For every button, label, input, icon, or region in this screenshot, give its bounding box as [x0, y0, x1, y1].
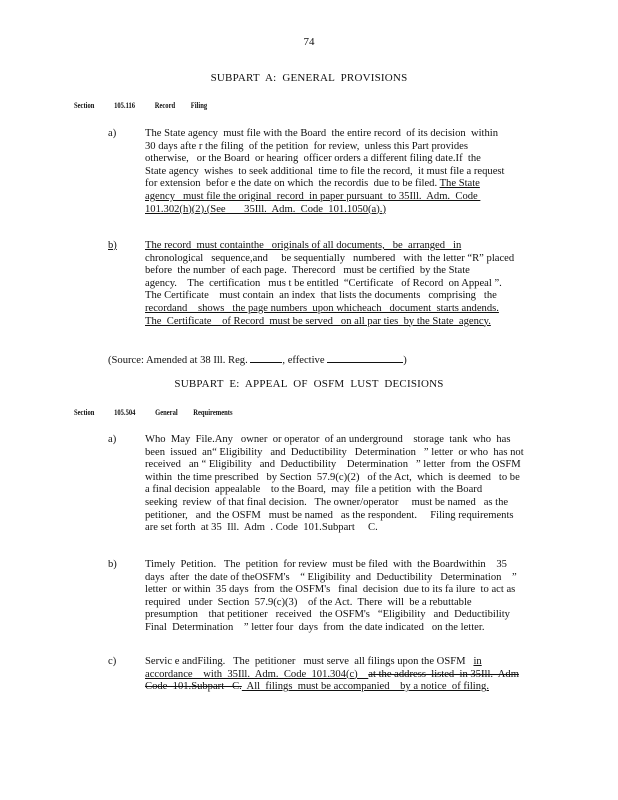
item-label: b): [108, 240, 117, 251]
paragraph-line: [145, 559, 548, 572]
paragraph-line: [145, 434, 548, 447]
underlined-text: 101.302(h)(2).(See 35Ill. Adm. Code 101.1050(a).): [145, 203, 386, 215]
item-body: [145, 240, 548, 328]
text-run: Servic e andFiling. The petitioner must serve all filings upon the OSFM: [145, 656, 474, 667]
paragraph-line: [145, 622, 548, 635]
paragraph-line: [145, 290, 548, 303]
section-title-word-2: Requirements: [193, 408, 233, 417]
paragraph-line: [145, 459, 548, 472]
item-body: [145, 434, 548, 535]
text-run: The State agency must file with the Board the entire record of its decision within: [145, 128, 499, 139]
item-a-who-may-file: [108, 434, 548, 535]
source-prefix: (Source: Amended at 38 Ill. Reg.: [108, 355, 248, 366]
underlined-text: recordand shows the page numbers upon whicheach document starts andends.: [145, 302, 499, 314]
paragraph-line: [145, 656, 548, 669]
section-title-word-2: Filing: [190, 101, 208, 110]
paragraph-line: [145, 584, 548, 597]
paragraph-line: [145, 265, 548, 278]
text-run: before the number of each page. Therecord must be certified by the State: [145, 265, 470, 277]
text-run: are set forth at 35 Ill. Adm . Code 101.Subpart C.: [145, 522, 378, 534]
source-mid: , effective: [282, 355, 325, 366]
item-b-timely-petition: [108, 559, 548, 635]
struck-text: Code 101.Subpart C.: [145, 681, 242, 693]
text-run: received an “ Eligibility and Deductibility Determination ” letter from the OSFM: [145, 459, 521, 471]
text-run: days after the date of theOSFM's “ Eligibility and Deductibility Determination ”: [145, 571, 517, 583]
item-label: a): [108, 434, 117, 445]
section-title-word-1: General: [155, 408, 178, 417]
paragraph-line: [145, 597, 548, 610]
paragraph-line: [145, 166, 548, 179]
paragraph-line: [145, 141, 548, 154]
text-run: been issued an“ Eligibility and Deductibility Determination ” letter or who has not: [145, 446, 524, 458]
paragraph-line: [145, 191, 548, 204]
text-run: within the time prescribed by Section 57.9(c)(2) of the Act, which is deemed to be: [145, 471, 520, 483]
text-run: Timely Petition. The petition for review must be filed with the Boardwithin 35: [145, 559, 507, 570]
item-body: [145, 656, 548, 694]
underlined-text: The Certificate of Record must be served on all par ties by the State agency.: [145, 315, 491, 327]
paragraph-line: [145, 240, 548, 253]
underlined-text: The record must containthe originals of all documents, be arranged in: [145, 240, 462, 251]
paragraph-line: [145, 484, 548, 497]
text-run: petitioner, and the OSFM must be named as the respondent. Filing requirements: [145, 509, 514, 521]
paragraph-line: [145, 510, 548, 523]
section-number: 105.504: [114, 408, 136, 417]
blank-effective: [327, 352, 403, 363]
item-body: [145, 128, 548, 216]
paragraph-line: [145, 153, 548, 166]
underlined-text: The State: [439, 178, 480, 190]
underlined-text: in: [473, 656, 482, 667]
item-label: c): [108, 656, 117, 667]
text-run: agency. The certification mus t be entitled “Certificate of Record on Appeal ”.: [145, 277, 502, 289]
paragraph-line: [145, 278, 548, 291]
source-end: ): [403, 355, 407, 366]
paragraph-line: [145, 128, 548, 141]
text-run: Final Determination ” letter four days from the date indicated on the letter.: [145, 621, 485, 633]
item-b-record: [108, 240, 548, 328]
item-label: b): [108, 559, 117, 570]
paragraph-line: [145, 447, 548, 460]
paragraph-line: [145, 178, 548, 191]
paragraph-line: [145, 497, 548, 510]
underlined-text: All filings must be accompanied by a notice of filing.: [241, 681, 489, 693]
section-number: 105.116: [114, 101, 136, 110]
paragraph-line: [145, 253, 548, 266]
text-run: letter or within 35 days from the OSFM's final decision due to its fa ilure to act as: [145, 584, 516, 596]
item-body: [145, 559, 548, 635]
item-c-service-filing: [108, 656, 548, 694]
paragraph-line: [145, 472, 548, 485]
paragraph-line: [145, 316, 548, 329]
text-run: The Certificate must contain an index that lists the documents comprising the: [145, 290, 497, 302]
struck-text: at the address listed in 35Ill. Adm: [368, 668, 519, 680]
paragraph-line: [145, 303, 548, 316]
section-title-word-1: Record: [154, 101, 176, 110]
subpart-a-heading: SUBPART A: GENERAL PROVISIONS: [210, 72, 408, 84]
text-run: State agency wishes to seek additional time to file the record, it must file a request: [145, 165, 505, 177]
text-run: presumption that petitioner received the OSFM's “Eligibility and Deductibility: [145, 609, 510, 621]
section-105-504-heading: [74, 408, 233, 417]
paragraph-line: [145, 669, 548, 682]
item-label: a): [108, 128, 117, 139]
source-note: [108, 352, 407, 366]
paragraph-line: [145, 572, 548, 585]
underlined-text: accordance with 35Ill. Adm. Code 101.304(c): [145, 668, 369, 680]
text-run: for extension befor e the date on which the recordis due to be filed.: [145, 178, 440, 190]
underlined-text: agency must file the original record in paper pursuant to 35Ill. Adm. Code: [145, 190, 481, 202]
text-run: a final decision appealable to the Board, may file a petition with the Board: [145, 484, 483, 496]
text-run: 30 days afte r the filing of the petition for review, unless this Part provides: [145, 140, 468, 152]
paragraph-line: [145, 522, 548, 535]
text-run: required under Section 57.9(c)(3) of the Act. There will be a rebuttable: [145, 596, 472, 608]
subpart-e-heading: SUBPART E: APPEAL OF OSFM LUST DECISIONS: [174, 378, 444, 390]
paragraph-line: [145, 609, 548, 622]
paragraph-line: [145, 204, 548, 217]
item-a-record: [108, 128, 548, 216]
section-105-116-heading: [74, 101, 207, 110]
text-run: otherwise, or the Board or hearing officer orders a different filing date.If the: [145, 153, 481, 165]
section-label: Section: [74, 408, 95, 417]
text-run: seeking review of that final decision. The owner/operator must be named as the: [145, 496, 509, 508]
text-run: Who May File.Any owner or operator of an underground storage tank who has: [145, 434, 511, 445]
paragraph-line: [145, 681, 548, 694]
section-label: Section: [74, 101, 95, 110]
page-number: 74: [303, 36, 315, 48]
blank-reg: [250, 352, 282, 363]
text-run: chronological sequence,and be sequentially numbered with the letter “R” placed: [145, 252, 515, 264]
